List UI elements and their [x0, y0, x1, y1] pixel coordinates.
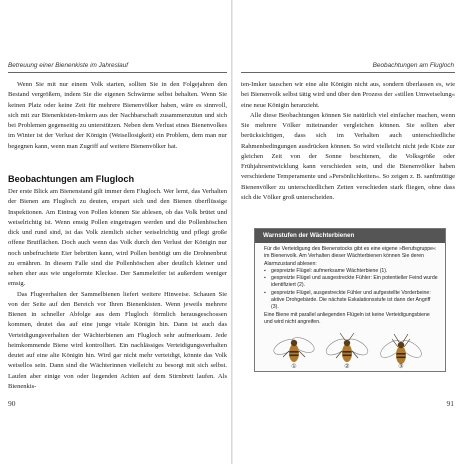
header-rule-left: [8, 72, 227, 73]
left-body-top: [8, 80, 227, 152]
header-rule-right: [241, 72, 455, 73]
box-title: Warnstufen der Wächterbienen: [255, 229, 445, 243]
page-number-right: 91: [446, 399, 454, 408]
warning-levels-box: [254, 228, 446, 372]
box-list-item: ▪ gespreizte Flügel, ausgestreckte Fühler und aufgestellte Vorderbeine: aktive Drohgebärde. Die nächste Eskalationsstufe ist dann der Angriff (3).: [264, 290, 438, 312]
running-head-right: Beobachtungen am Flugloch: [372, 62, 454, 69]
bee-illustration-2: [324, 333, 371, 362]
left-body-bottom: [8, 187, 227, 392]
box-intro: Für die Verteidigung des Bienenstocks gibt es eine eigene »Berufsgruppe« im Bienenvolk. Am Verhalten dieser Wächterbienen können Sie deren Alarmzustand ablesen:: [264, 246, 436, 267]
bee-illustration-3: [378, 334, 425, 364]
figure-label-2: ②: [344, 364, 350, 369]
page-number-left: 90: [8, 399, 16, 408]
box-body: [264, 246, 438, 326]
box-list-item: ▪ gespreizte Flügel: aufmerksame Wächterbiene (1).: [264, 268, 438, 275]
right-paragraph-1: ten-Imker tauschen wir eine alte Königin nicht aus, sondern überlassen es, wie bei Bienenvolk selbst tätig wird und über den Prozess der »stillen Umweiselung« eine neue Königin heranzieht.: [241, 81, 455, 109]
right-body: [241, 80, 455, 203]
section-heading: Beobachtungen am Flugloch: [8, 174, 135, 184]
box-outro: Eine Biene mit parallel anliegenden Flügeln ist keine Verteidigungsbiene und wird nicht angreifen.: [264, 311, 430, 325]
box-list: [264, 268, 438, 312]
guard-bee-illustrations: [265, 331, 435, 369]
left-paragraph-3: Das Flugverhalten der Sammelbienen liefert weitere Hinweise. Schauen Sie von der Seite auf den Bereich vor Ihren Bienenkisten. Wenn jeweils mehrere Bienen in schneller Abfolge aus dem Flugloch förmlich herausgeschossen kommen, deutet das auf eine junge vitale Königin hin. Dann ist auch das Verteidigungsverhalten der Wächterbienen am Flugloch sehr aufmerksam. Jede heimkommende Biene wird kontrolliert. Ein nachlässiges Verteidigungsverhalten deutet auf eine alte Königin hin. Wird gar nicht mehr verteidigt, könnte das Volk weisellos sein. Dann sind die Wächterinnen vielleicht zu besorgt mit sich selbst. Laufen aber einige von oder liegenden Achten auf dem Stirnbrett laufen. Als Bienenkis-: [8, 290, 227, 390]
figure-label-3: ③: [398, 364, 404, 369]
right-paragraph-2: Alle diese Beobachtungen können Sie natürlich viel einfacher machen, wenn Sie mehrere Völker miteinander vergleichen können. Sie sollten aber berücksichtigen, dass sich im Verhalten auch unterschiedliche Rahmenbedingungen ausdrücken können. So wird vielleicht nicht jede Kiste zur gleichen Zeit von der Sonne beschienen, die Volksgröße oder Frühjahrsentwicklung kann verschieden sein, und die Bienenvölker haben verschiedene Temperamente und »Persönlichkeiten«. So zeigen z. B. sanftmütige Bienenvölker zu unterschiedlichen Zeiten verschieden stark fliegen, ohne dass sich die Völker groß unterscheiden.: [241, 111, 455, 201]
box-list-item: ▪ gespreizte Flügel und ausgestreckte Fühler: Ein potentieller Feind wurde identifiziert (2).: [264, 275, 438, 290]
running-head-left: Betreuung einer Bienenkiste im Jahreslauf: [8, 62, 129, 69]
left-paragraph-1: Wenn Sie mit nur einem Volk starten, sollten Sie in den Folgejahren den Bestand vergrößern, indem Sie die eigenen Schwärme selbst behalten. Wenn Sie keinen Platz oder keine Zeit für mehrere Bienenvölker haben, wäre es sinnvoll, sich mit zur Bienenkisten-Imkern aus der Nachbarschaft zusammenzutun und sich bei Problemen gegenseitig zu unterstützen. Neben dem Verlust eines Bienenvolkes im Winter ist der Verlust der Königin (Weisellosigkeit) ein Problem, dem man nur begegnen kann, wenn man Zugriff auf weitere Bienenvölker hat.: [8, 81, 227, 150]
left-paragraph-2: Der erste Blick am Bienenstand gilt immer dem Flugloch. Wer lernt, das Verhalten der Bienen am Flugloch zu deuten, erspart sich und den Bienen überflüssige Inspektionen. Am Eintrag von Pollen können Sie ablesen, ob das Volk brütet und weiselrichtig ist. Wenn emsig Pollen eingetragen werden und die Pollenhöschen dick und rund sind, ist das Volk ziemlich sicher weiselrichtig und pflegt große offene Brutflächen. Doch auch wenn das Volk durch den Verlust der Königin nur noch unbefruchtete Eier bebrüten kann, wird Pollen benötigt um die Drohnenbrut zu ernähren. In diesem Falle sind die Pollenhöschen aber deutlich kleiner und sehen eher aus wie ungeformte Kleckse. Der Sammeleifer ist außerdem weniger emsig.: [8, 188, 227, 288]
bee-illustration-1: [272, 334, 317, 362]
left-page: [0, 0, 231, 464]
figure-label-1: ①: [291, 364, 297, 369]
